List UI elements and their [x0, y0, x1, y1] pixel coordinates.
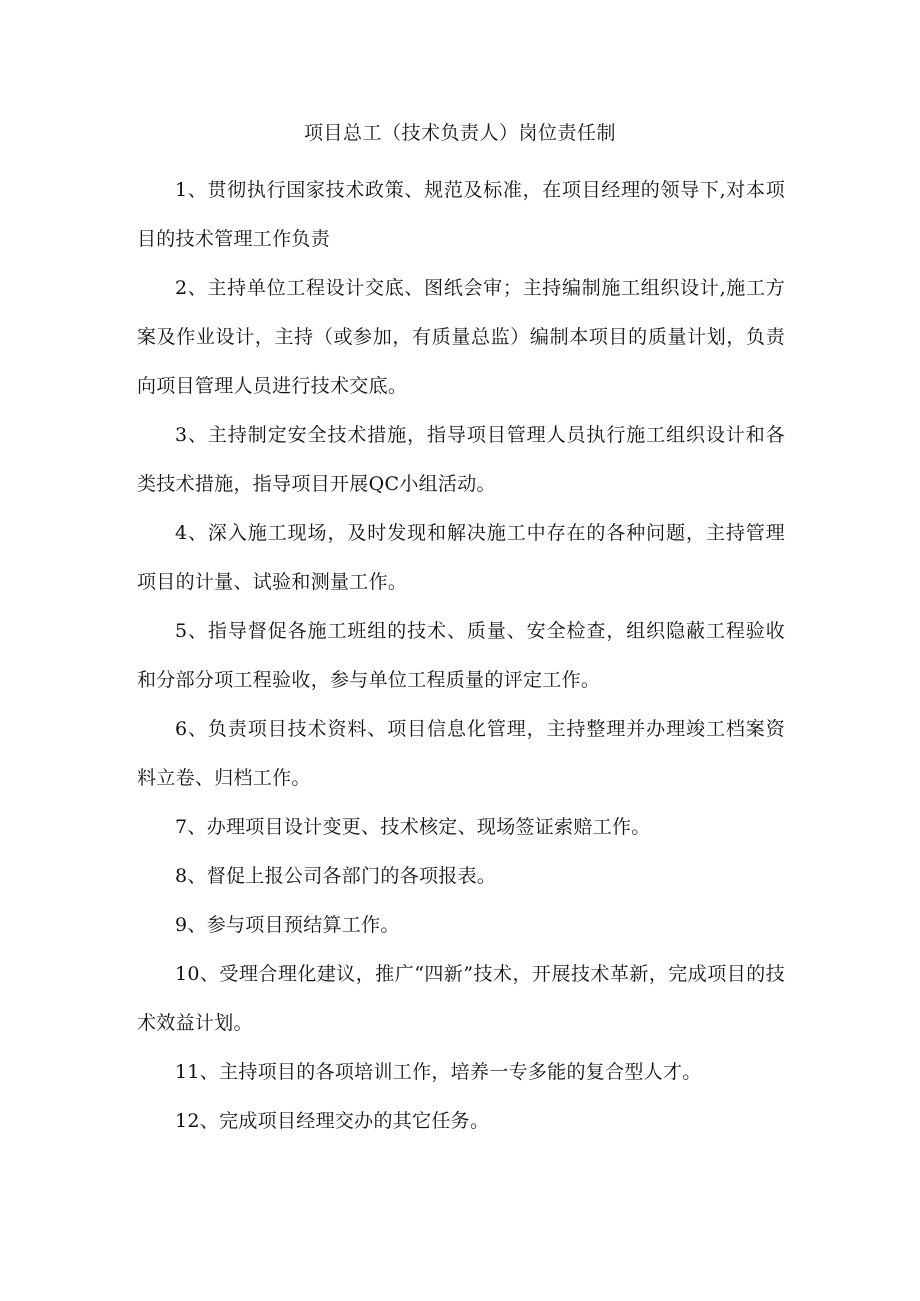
duty-item-9: 9、参与项目预结算工作。 — [175, 914, 400, 936]
duty-item-8: 8、督促上报公司各部门的各项报表。 — [175, 865, 497, 887]
duty-item-12: 12、完成项目经理交办的其它任务。 — [175, 1110, 490, 1132]
duty-item-7: 7、办理项目设计变更、技术核定、现场签证索赔工作。 — [175, 816, 651, 838]
page-title: 项目总工（技术负责人）岗位责任制 — [303, 122, 616, 144]
duty-item-6: 6、负责项目技术资料、项目信息化管理，主持整理并办理竣工档案资料立卷、归档工作。 — [137, 718, 785, 789]
duty-item-10: 10、受理合理化建议，推广“四新”技术，开展技术革新，完成项目的技术效益计划。 — [137, 963, 785, 1034]
duty-item-5: 5、指导督促各施工班组的技术、质量、安全检查，组织隐蔽工程验收和分部分项工程验收，参与单位工程质量的评定工作。 — [137, 620, 785, 691]
duty-item-11: 11、主持项目的各项培训工作，培养一专多能的复合型人才。 — [175, 1061, 702, 1083]
duty-item-4: 4、深入施工现场，及时发现和解决施工中存在的各种问题，主持管理项目的计量、试验和测量工作。 — [137, 522, 785, 593]
duty-item-1: 1、贯彻执行国家技术政策、规范及标准，在项目经理的领导下,对本项目的技术管理工作负责 — [137, 179, 785, 250]
duty-item-3: 3、主持制定安全技术措施，指导项目管理人员执行施工组织设计和各类技术措施，指导项目开展QC小组活动。 — [137, 424, 785, 495]
duty-item-2: 2、主持单位工程设计交底、图纸会审；主持编制施工组织设计,施工方案及作业设计，主持（或参加，有质量总监）编制本项目的质量计划，负责向项目管理人员进行技术交底。 — [137, 277, 785, 397]
responsibility-list — [137, 166, 785, 1146]
